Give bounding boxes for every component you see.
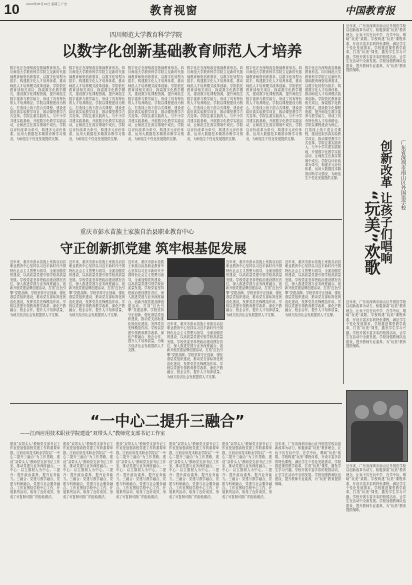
article3-subhead: ——江西应用技术职业学院建设“双带头人”教师党支部书记工作室	[20, 431, 166, 437]
article3-column-2: 建设“双带头人”教师党支部书记工作室是加强高校党建工作的重要举措。江西应用技术职业学院以“一中心二提升三融合”为工作思路，建设“双带头人”教师党支部书记工作室，推动党建与业务深度融合。一中心：以立德树人为中心。二提升：提升政治素养，提升业务能力。三融合：党建与教学融合，党建与科研融合，党建与社会服务融合。工作室围绕学校中心工作，开展系列活动，取得了良好成效，形成了可复制可推广的经验做法。	[63, 442, 113, 499]
article1-column-4: 数字化正在深刻改变基础教育形态。四川师范大学教育科学学院立足新时代基础教育师资培养需求，以数字化转型为抓手，构建数字化人才培养体系，推动师范人才培养模式改革创新。学院依托教育部相关项目，探索数字化教学模式，建设数字化课程资源，提升师范生数字素养与教学能力，形成了具有特色的人才培养路径。学院以课程建设为核心，打造线上线下混合式课程，建设虚拟仿真实验教学项目，推动课堂教学方式变革。学院注重实践育人，与中小学共建实践基地，开展数字化教学实践活动，让师范生在真实情境中成长。学院以评价改革为牵引，构建多元评价体系，运用大数据技术精准诊断学习情况，为师范生个性化发展提供支撑。	[187, 66, 243, 141]
right-column-top: 近年来，广东省深圳市南山区外国语学校以创新改革为动力，积极探索“玩美”教育理念，让孩子们在玩中学、在学中玩，唱响“玩美”欢歌。学校构建“玩美”课程体系，开设丰富多彩的特色课程，满足学生个性化发展需求。学校推进课堂教学改革，打造“玩美”课堂，激发学生学习兴趣。学校开展丰富多彩的校园活动，让学生在活动中全面发展。学校加强教师队伍建设，提升教师专业素养，为“玩美”教育提供保障。	[346, 24, 406, 73]
article4-column-3: 近年来，广东省深圳市南山区外国语学校以创新改革为动力，积极探索“玩美”教育理念，让孩子们在玩中学、在学中玩，唱响“玩美”欢歌。学校构建“玩美”课程体系，开设丰富多彩的特色课程，满足学生个性化发展需求。学校推进课堂教学改革，打造“玩美”课堂，激发学生学习兴趣。学校开展丰富多彩的校园活动，让学生在活动中全面发展。学校加强教师队伍建设，提升教师专业素养，为“玩美”教育提供保障。	[346, 464, 406, 513]
article3-column-1: 建设“双带头人”教师党支部书记工作室是加强高校党建工作的重要举措。江西应用技术职业学院以“一中心二提升三融合”为工作思路，建设“双带头人”教师党支部书记工作室，推动党建与业务深度融合。一中心：以立德树人为中心。二提升：提升政治素养，提升业务能力。三融合：党建与教学融合，党建与科研融合，党建与社会服务融合。工作室围绕学校中心工作，开展系列活动，取得了良好成效，形成了可复制可推广的经验做法。	[10, 442, 60, 499]
article2-column-3: 近年来，重庆市彭水苗族土家族自治县职业教育中心坚持以习近平新时代中国特色社会主义思想为指导，全面加强党的建设，以高质量党建引领学校高质量发展。学校党委坚持把政治建设摆在首位，深入推进党建与业务深度融合，创新开展党建品牌创建活动，打造“红色引擎”党建品牌。学校坚持守正创新，强化基层党组织建设，推动党支部标准化规范化建设，发挥党员先锋模范作用。学校以党建引领教育教学改革，深化产教融合、校企合作，提升人才培养质量，为地方经济社会发展提供人才支撑。	[128, 260, 164, 353]
page-number: 10	[4, 1, 20, 17]
article3-column-3: 建设“双带头人”教师党支部书记工作室是加强高校党建工作的重要举措。江西应用技术职业学院以“一中心二提升三融合”为工作思路，建设“双带头人”教师党支部书记工作室，推动党建与业务深度融合。一中心：以立德树人为中心。二提升：提升政治素养，提升业务能力。三融合：党建与教学融合，党建与科研融合，党建与社会服务融合。工作室围绕学校中心工作，开展系列活动，取得了良好成效，形成了可复制可推广的经验做法。	[116, 442, 166, 499]
section-divider-2	[10, 403, 342, 404]
article1-column-5: 数字化正在深刻改变基础教育形态。四川师范大学教育科学学院立足新时代基础教育师资培养需求，以数字化转型为抓手，构建数字化人才培养体系，推动师范人才培养模式改革创新。学院依托教育部相关项目，探索数字化教学模式，建设数字化课程资源，提升师范生数字素养与教学能力，形成了具有特色的人才培养路径。学院以课程建设为核心，打造线上线下混合式课程，建设虚拟仿真实验教学项目，推动课堂教学方式变革。学院注重实践育人，与中小学共建实践基地，开展数字化教学实践活动，让师范生在真实情境中成长。学院以评价改革为牵引，构建多元评价体系，运用大数据技术精准诊断学习情况，为师范生个性化发展提供支撑。	[246, 66, 302, 141]
article1-column-2: 数字化正在深刻改变基础教育形态。四川师范大学教育科学学院立足新时代基础教育师资培养需求，以数字化转型为抓手，构建数字化人才培养体系，推动师范人才培养模式改革创新。学院依托教育部相关项目，探索数字化教学模式，建设数字化课程资源，提升师范生数字素养与教学能力，形成了具有特色的人才培养路径。学院以课程建设为核心，打造线上线下混合式课程，建设虚拟仿真实验教学项目，推动课堂教学方式变革。学院注重实践育人，与中小学共建实践基地，开展数字化教学实践活动，让师范生在真实情境中成长。学院以评价改革为牵引，构建多元评价体系，运用大数据技术精准诊断学习情况，为师范生个性化发展提供支撑。	[69, 66, 125, 141]
article1-kicker: 四川师范大学教育科学学院	[110, 32, 183, 39]
article4-column-1: 近年来，广东省深圳市南山区外国语学校以创新改革为动力，积极探索“玩美”教育理念，让孩子们在玩中学、在学中玩，唱响“玩美”欢歌。学校构建“玩美”课程体系，开设丰富多彩的特色课程，满足学生个性化发展需求。学校推进课堂教学改革，打造“玩美”课堂，激发学生学习兴趣。学校开展丰富多彩的校园活动，让学生在活动中全面发展。学校加强教师队伍建设，提升教师专业素养，为“玩美”教育提供保障。	[346, 300, 406, 349]
article3-column-5: 建设“双带头人”教师党支部书记工作室是加强高校党建工作的重要举措。江西应用技术职业学院以“一中心二提升三融合”为工作思路，建设“双带头人”教师党支部书记工作室，推动党建与业务深度融合。一中心：以立德树人为中心。二提升：提升政治素养，提升业务能力。三融合：党建与教学融合，党建与科研融合，党建与社会服务融合。工作室围绕学校中心工作，开展系列活动，取得了良好成效，形成了可复制可推广的经验做法。	[222, 442, 272, 499]
article4-column-2: 近年来，广东省深圳市南山区外国语学校以创新改革为动力，积极探索“玩美”教育理念，让孩子们在玩中学、在学中玩，唱响“玩美”欢歌。学校构建“玩美”课程体系，开设丰富多彩的特色课程，满足学生个性化发展需求。学校推进课堂教学改革，打造“玩美”课堂，激发学生学习兴趣。学校开展丰富多彩的校园活动，让学生在活动中全面发展。学校加强教师队伍建设，提升教师专业素养，为“玩美”教育提供保障。	[275, 442, 341, 486]
article4-kicker: 广东省深圳市南山区外国语学校	[400, 140, 406, 210]
section-divider	[10, 219, 342, 220]
article2-column-2: 近年来，重庆市彭水苗族土家族自治县职业教育中心坚持以习近平新时代中国特色社会主义思想为指导，全面加强党的建设，以高质量党建引领学校高质量发展。学校党委坚持把政治建设摆在首位，深入推进党建与业务深度融合，创新开展党建品牌创建活动，打造“红色引擎”党建品牌。学校坚持守正创新，强化基层党组织建设，推动党支部标准化规范化建设，发挥党员先锋模范作用。学校以党建引领教育教学改革，深化产教融合、校企合作，提升人才培养质量，为地方经济社会发展提供人才支撑。	[69, 260, 125, 317]
article4-headline-a: 创新改革 让孩子们唱响	[379, 140, 393, 265]
article1-headline: 以数字化创新基础教育师范人才培养	[62, 42, 303, 60]
article3-headline: “一中心二提升三融合”	[90, 412, 245, 430]
newspaper-logo: 中国教育报	[345, 6, 395, 17]
article1-column-3: 数字化正在深刻改变基础教育形态。四川师范大学教育科学学院立足新时代基础教育师资培养需求，以数字化转型为抓手，构建数字化人才培养体系，推动师范人才培养模式改革创新。学院依托教育部相关项目，探索数字化教学模式，建设数字化课程资源，提升师范生数字素养与教学能力，形成了具有特色的人才培养路径。学院以课程建设为核心，打造线上线下混合式课程，建设虚拟仿真实验教学项目，推动课堂教学方式变革。学院注重实践育人，与中小学共建实践基地，开展数字化教学实践活动，让师范生在真实情境中成长。学院以评价改革为牵引，构建多元评价体系，运用大数据技术精准诊断学习情况，为师范生个性化发展提供支撑。	[128, 66, 184, 141]
article1-column-6: 数字化正在深刻改变基础教育形态。四川师范大学教育科学学院立足新时代基础教育师资培养需求，以数字化转型为抓手，构建数字化人才培养体系，推动师范人才培养模式改革创新。学院依托教育部相关项目，探索数字化教学模式，建设数字化课程资源，提升师范生数字素养与教学能力，形成了具有特色的人才培养路径。学院以课程建设为核心，打造线上线下混合式课程，建设虚拟仿真实验教学项目，推动课堂教学方式变革。学院注重实践育人，与中小学共建实践基地，开展数字化教学实践活动，让师范生在真实情境中成长。学院以评价改革为牵引，构建多元评价体系，运用大数据技术精准诊断学习情况，为师范生个性化发展提供支撑。	[305, 66, 341, 181]
article2-column-1: 近年来，重庆市彭水苗族土家族自治县职业教育中心坚持以习近平新时代中国特色社会主义思想为指导，全面加强党的建设，以高质量党建引领学校高质量发展。学校党委坚持把政治建设摆在首位，深入推进党建与业务深度融合，创新开展党建品牌创建活动，打造“红色引擎”党建品牌。学校坚持守正创新，强化基层党组织建设，推动党支部标准化规范化建设，发挥党员先锋模范作用。学校以党建引领教育教学改革，深化产教融合、校企合作，提升人才培养质量，为地方经济社会发展提供人才支撑。	[10, 260, 66, 317]
article4-headline-b: “玩美”欢歌	[362, 190, 381, 276]
column-divider	[343, 24, 344, 384]
photo-students	[346, 390, 408, 462]
article2-column-5: 近年来，重庆市彭水苗族土家族自治县职业教育中心坚持以习近平新时代中国特色社会主义思想为指导，全面加强党的建设，以高质量党建引领学校高质量发展。学校党委坚持把政治建设摆在首位，深入推进党建与业务深度融合，创新开展党建品牌创建活动，打造“红色引擎”党建品牌。学校坚持守正创新，强化基层党组织建设，推动党支部标准化规范化建设，发挥党员先锋模范作用。学校以党建引领教育教学改革，深化产教融合、校企合作，提升人才培养质量，为地方经济社会发展提供人才支撑。	[285, 260, 341, 317]
article1-column-1: 数字化正在深刻改变基础教育形态。四川师范大学教育科学学院立足新时代基础教育师资培养需求，以数字化转型为抓手，构建数字化人才培养体系，推动师范人才培养模式改革创新。学院依托教育部相关项目，探索数字化教学模式，建设数字化课程资源，提升师范生数字素养与教学能力，形成了具有特色的人才培养路径。学院以课程建设为核心，打造线上线下混合式课程，建设虚拟仿真实验教学项目，推动课堂教学方式变革。学院注重实践育人，与中小学共建实践基地，开展数字化教学实践活动，让师范生在真实情境中成长。学院以评价改革为牵引，构建多元评价体系，运用大数据技术精准诊断学习情况，为师范生个性化发展提供支撑。	[10, 66, 66, 141]
article2-kicker: 重庆市彭水苗族土家族自治县职业教育中心	[80, 229, 195, 236]
section-title: 教育视窗	[150, 4, 198, 17]
article2-headline: 守正创新抓党建 筑牢根基促发展	[60, 242, 247, 257]
dateline: 2023年05月10日 星期三 广告	[26, 2, 68, 6]
article3-column-4: 建设“双带头人”教师党支部书记工作室是加强高校党建工作的重要举措。江西应用技术职业学院以“一中心二提升三融合”为工作思路，建设“双带头人”教师党支部书记工作室，推动党建与业务深度融合。一中心：以立德树人为中心。二提升：提升政治素养，提升业务能力。三融合：党建与教学融合，党建与科研融合，党建与社会服务融合。工作室围绕学校中心工作，开展系列活动，取得了良好成效，形成了可复制可推广的经验做法。	[169, 442, 219, 499]
photo-teaching	[167, 258, 225, 320]
article2-column-6: 近年来，重庆市彭水苗族土家族自治县职业教育中心坚持以习近平新时代中国特色社会主义思想为指导，全面加强党的建设，以高质量党建引领学校高质量发展。学校党委坚持把政治建设摆在首位，深入推进党建与业务深度融合，创新开展党建品牌创建活动，打造“红色引擎”党建品牌。学校坚持守正创新，强化基层党组织建设，推动党支部标准化规范化建设，发挥党员先锋模范作用。学校以党建引领教育教学改革，深化产教融合、校企合作，提升人才培养质量，为地方经济社会发展提供人才支撑。	[167, 322, 223, 379]
article2-column-4: 近年来，重庆市彭水苗族土家族自治县职业教育中心坚持以习近平新时代中国特色社会主义思想为指导，全面加强党的建设，以高质量党建引领学校高质量发展。学校党委坚持把政治建设摆在首位，深入推进党建与业务深度融合，创新开展党建品牌创建活动，打造“红色引擎”党建品牌。学校坚持守正创新，强化基层党组织建设，推动党支部标准化规范化建设，发挥党员先锋模范作用。学校以党建引领教育教学改革，深化产教融合、校企合作，提升人才培养质量，为地方经济社会发展提供人才支撑。	[226, 260, 282, 317]
